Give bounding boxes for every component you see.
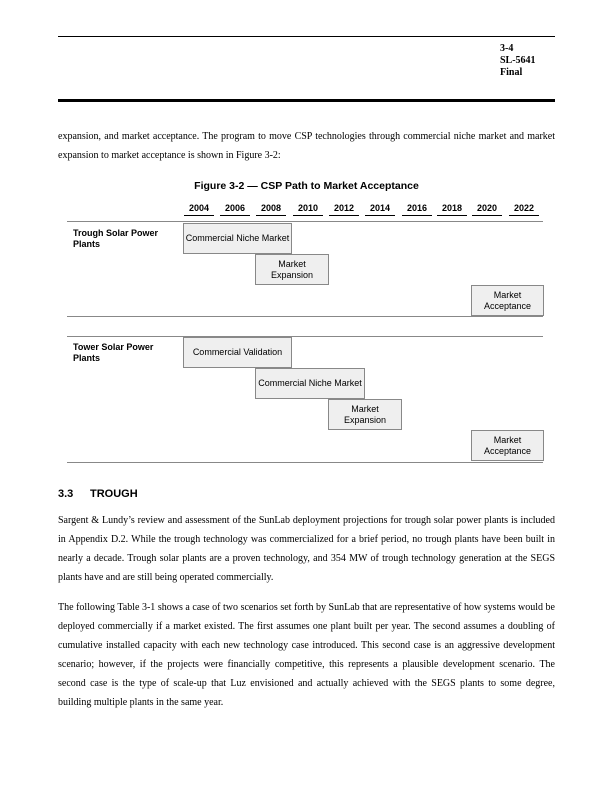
year-label: 2014 xyxy=(369,203,391,213)
trough-phase-market-expansion: Market Expansion xyxy=(255,254,329,285)
tower-phase-market-expansion: Market Expansion xyxy=(328,399,402,430)
year-underline xyxy=(437,215,467,216)
tower-phase-commercial-validation: Commercial Validation xyxy=(183,337,292,368)
section-heading xyxy=(58,488,138,500)
document-id: SL-5641 xyxy=(500,55,536,66)
tower-bottom-line xyxy=(67,462,543,463)
year-underline xyxy=(365,215,395,216)
section-number: 3.3 xyxy=(58,488,74,500)
year-underline xyxy=(293,215,323,216)
year-underline xyxy=(256,215,286,216)
year-label: 2022 xyxy=(513,203,535,213)
header-top-rule xyxy=(58,36,555,37)
section-title: TROUGH xyxy=(90,488,138,500)
figure-title: Figure 3-2 — CSP Path to Market Acceptance xyxy=(194,180,419,192)
tower-top-line xyxy=(67,336,543,337)
year-underline xyxy=(472,215,502,216)
year-label: 2010 xyxy=(297,203,319,213)
trough-phase-commercial-niche-market: Commercial Niche Market xyxy=(183,223,292,254)
year-label: 2004 xyxy=(188,203,210,213)
trough-row-label: Trough Solar Power Plants xyxy=(73,228,159,249)
year-underline xyxy=(402,215,432,216)
year-label: 2020 xyxy=(476,203,498,213)
year-label: 2008 xyxy=(260,203,282,213)
year-label: 2006 xyxy=(224,203,246,213)
tower-phase-commercial-niche-market: Commercial Niche Market xyxy=(255,368,365,399)
intro-paragraph: expansion, and market acceptance. The program to move CSP technologies through commercial niche market and market expansion to market acceptance is shown in Figure 3-2: xyxy=(58,131,555,161)
year-underline xyxy=(329,215,359,216)
header-bottom-rule xyxy=(58,99,555,102)
year-label: 2016 xyxy=(406,203,428,213)
trough-phase-market-acceptance: Market Acceptance xyxy=(471,285,544,316)
page-number: 3-4 xyxy=(500,43,514,54)
year-underline xyxy=(509,215,539,216)
year-underline xyxy=(184,215,214,216)
body-paragraph-2: The following Table 3-1 shows a case of two scenarios set forth by SunLab that are representative of how systems would be deployed commercially if a market existed. The first assumes one plant built per year. The second assumes a doubling of cumulative installed capacity with each new technology case introduced. This second case is an aggressive development scenario; however, if the projects were financially competitive, this represents a plausible development scenario. The second case is the type of scale-up that Luz envisioned and actually achieved with the SEGS plants to some degree, building multiple plants in the same year. xyxy=(58,602,555,708)
year-label: 2018 xyxy=(441,203,463,213)
trough-bottom-line xyxy=(67,316,543,317)
trough-top-line xyxy=(67,221,543,222)
tower-phase-market-acceptance: Market Acceptance xyxy=(471,430,544,461)
tower-row-label: Tower Solar Power Plants xyxy=(73,342,154,363)
body-paragraph-1: Sargent & Lundy’s review and assessment of the SunLab deployment projections for trough solar power plants is included in Appendix D.2. While the trough technology was commercialized for a brief period, no trough plants have been built in nearly a decade. Trough solar plants are a proven technology, and 354 MW of trough technology generation at the SEGS plants have and are still being operated commercially. xyxy=(58,515,555,583)
year-label: 2012 xyxy=(333,203,355,213)
year-underline xyxy=(220,215,250,216)
document-status: Final xyxy=(500,67,523,78)
